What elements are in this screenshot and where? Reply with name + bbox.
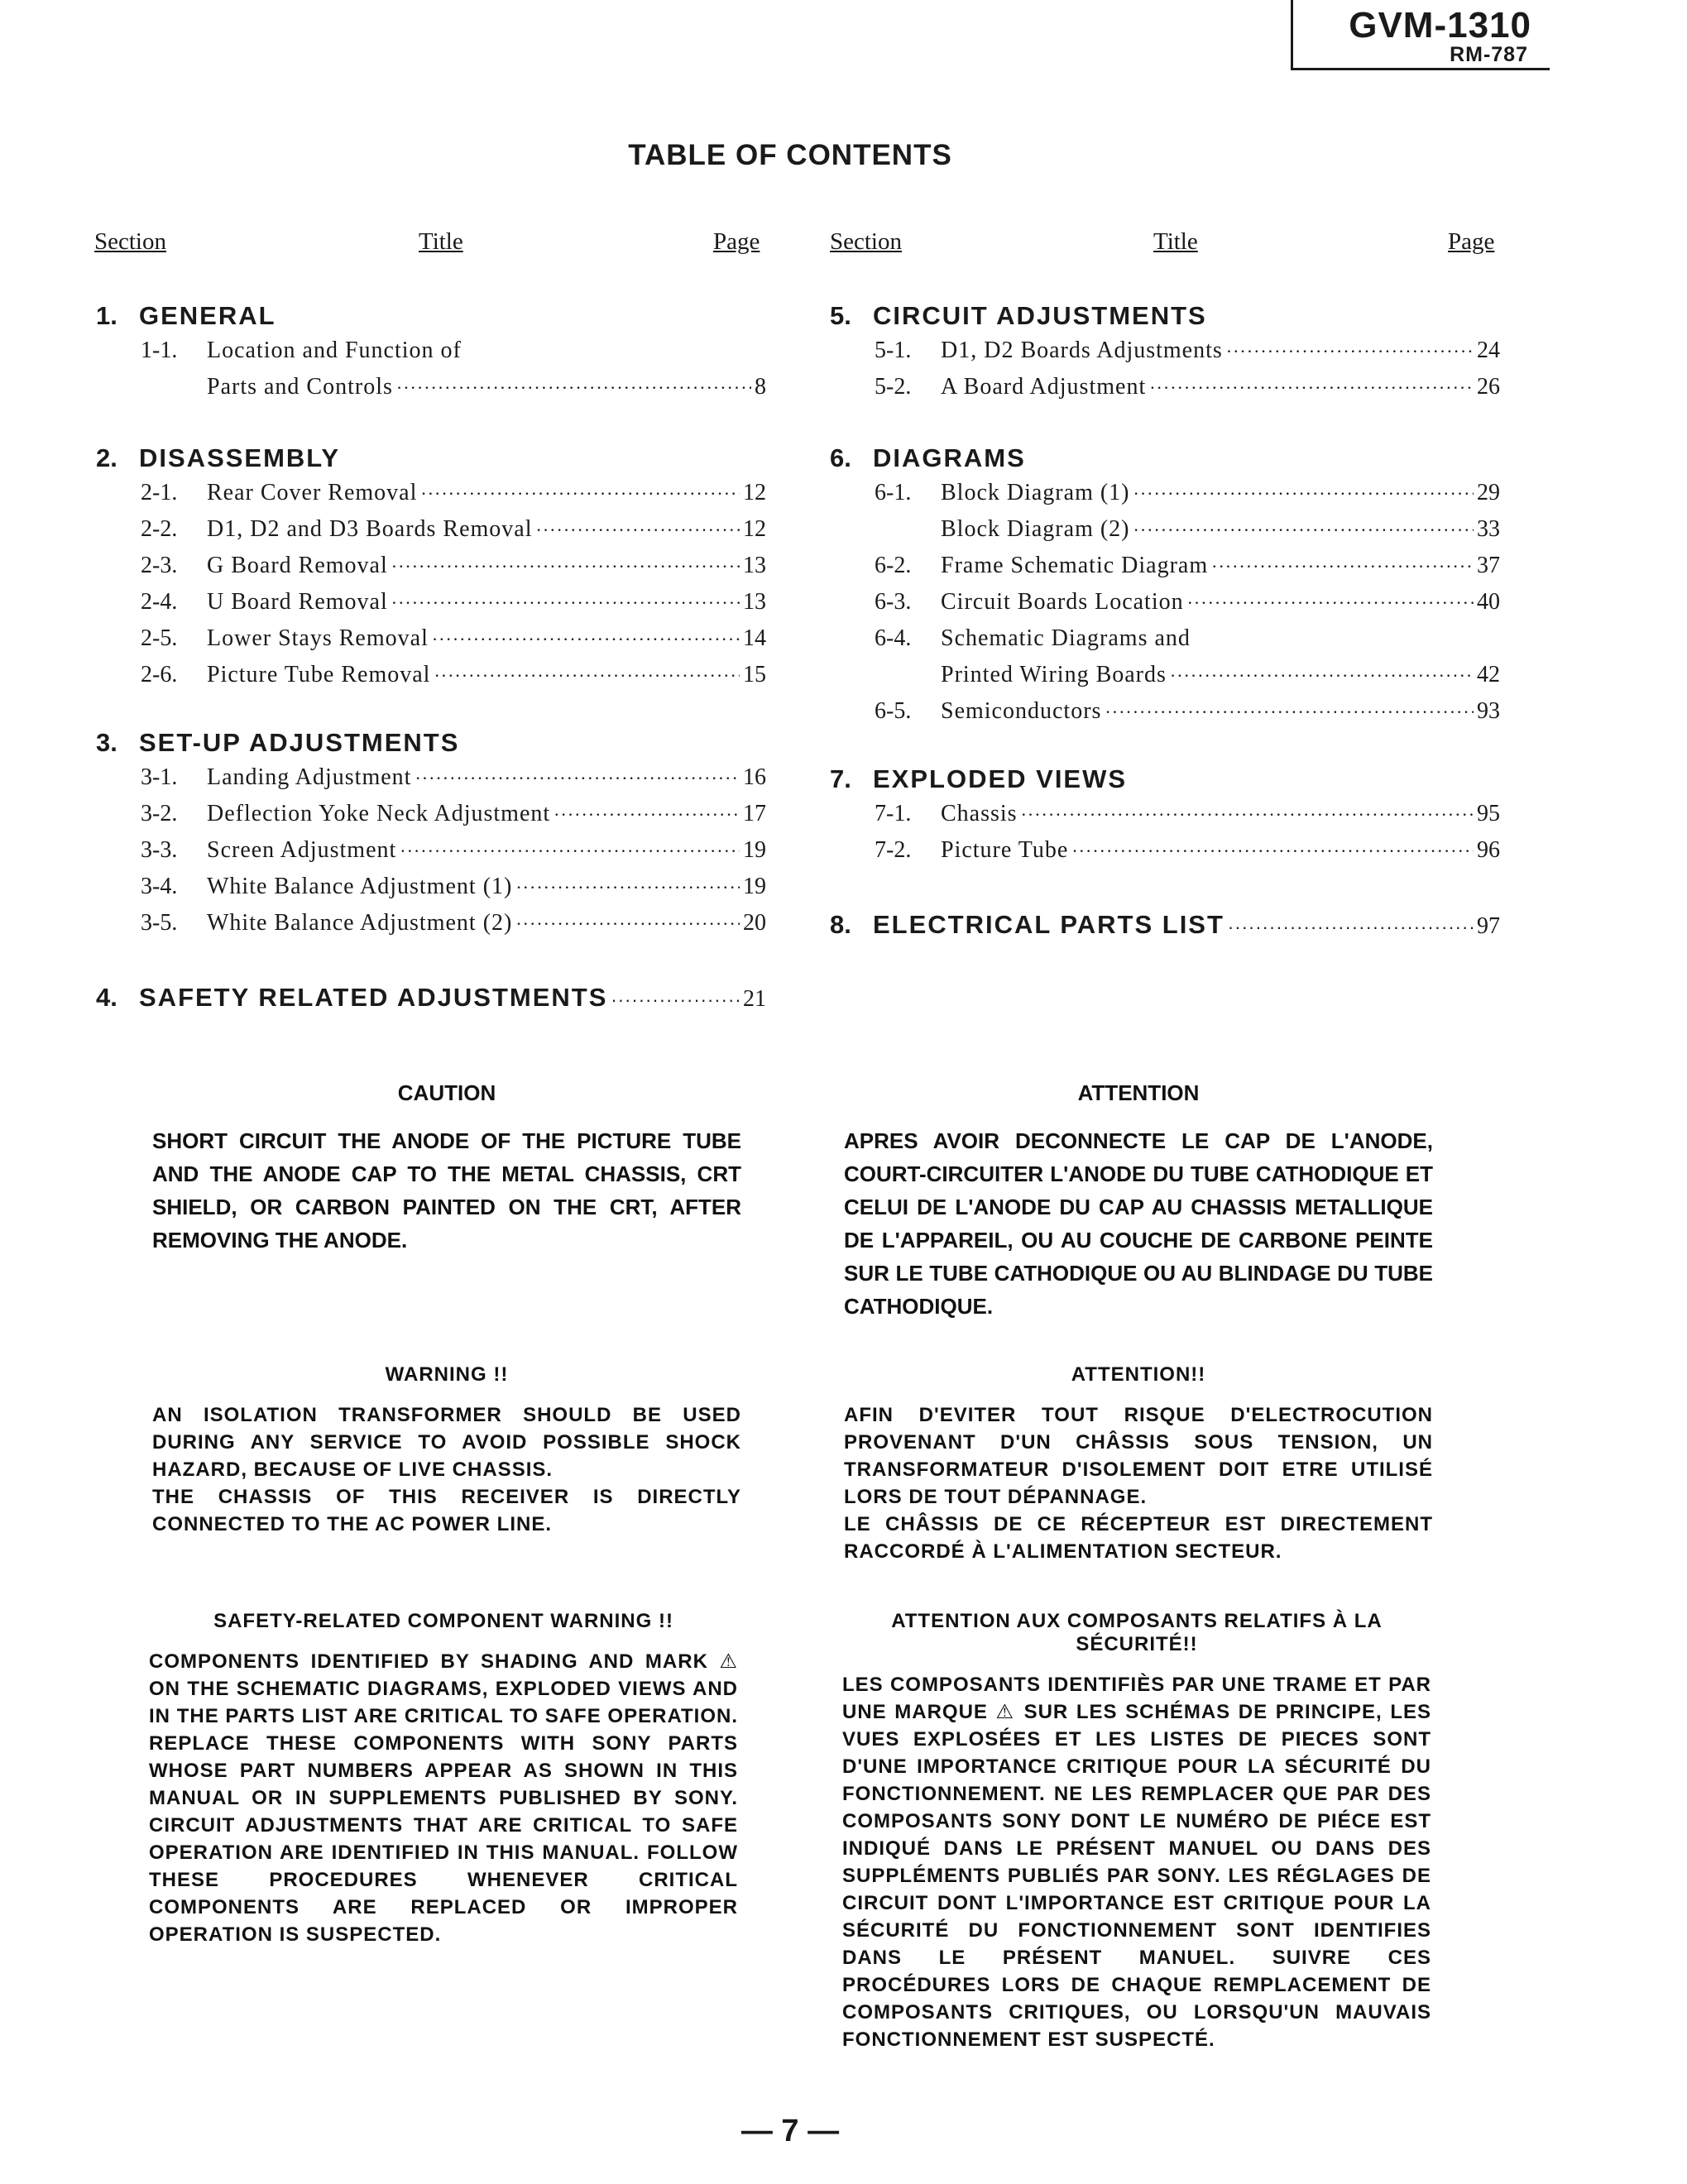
toc-section-heading[interactable] [96,443,766,480]
toc-section-heading[interactable] [830,301,1500,338]
entry-title: Block Diagram (2) [941,516,1130,542]
toc-entry[interactable] [875,698,1500,731]
safety-attention-body: LES COMPOSANTS IDENTIFIÈS PAR UNE TRAME ET PAR UNE MARQUE ⚠ SUR LES SCHÉMAS DE PRINCIPE, LES VUES EXPLOSÉES ET LES LISTES DE PIECES SONT D'UNE IMPORTANCE CRITIQUE POUR LA SÉCURITÉ DU FONCTIONNEMENT. NE LES REMPLACER QUE PAR DES COMPOSANTS SONY DONT LE NUMÉRO DE PIÉCE EST INDIQUÉ DANS LE PRÉSENT MANUEL OU DANS DES SUPPLÉMENTS PUBLIÉS PAR SONY. LES RÉGLAGES DE CIRCUIT DONT L'IMPORTANCE EST CRITIQUE POUR LA SÉCURITÉ DU FONCTIONNEMENT SONT IDENTIFIES DANS LE PRÉSENT MANUEL. SUIVRE CES PROCÉDURES LORS DE CHAQUE REMPLACEMENT DE COMPOSANTS CRITIQUES, OU LORSQU'UN MAUVAIS FONCTIONNEMENT EST SUSPECTÉ. [842,1674,1431,2051]
entry-title: A Board Adjustment [941,374,1147,400]
entry-page: 16 [743,764,766,790]
safety-warning-body: COMPONENTS IDENTIFIED BY SHADING AND MARK ⚠ ON THE SCHEMATIC DIAGRAMS, EXPLODED VIEWS AND IN THE PARTS LIST ARE CRITICAL TO SAFE OPERATION. REPLACE THESE COMPONENTS WITH SONY PARTS WHOSE PART NUMBERS APPEAR AS SHOWN IN THIS MANUAL OR IN SUPPLEMENTS PUBLISHED BY SONY. CIRCUIT ADJUSTMENTS THAT ARE CRITICAL TO SAFE OPERATION ARE IDENTIFIED IN THIS MANUAL. FOLLOW THESE PROCEDURES WHENEVER CRITICAL COMPONENTS ARE REPLACED OR IMPROPER OPERATION IS SUSPECTED. [149,1650,738,1946]
entry-title: Screen Adjustment [207,837,397,863]
toc-entry[interactable] [875,480,1500,513]
entry-title: G Board Removal [207,553,388,578]
section-number: 2. [96,443,117,472]
safety-attention-title: ATTENTION AUX COMPOSANTS RELATIFS À LA SÉCURITÉ!! [891,1610,1383,1655]
entry-number: 2-1. [141,480,178,505]
toc-entry[interactable] [141,662,766,695]
safety-attention-notice-fr [842,1610,1431,2053]
entry-number: 3-2. [141,801,178,826]
entry-page: 37 [1477,553,1500,578]
entry-page: 12 [743,480,766,505]
entry-title: Schematic Diagrams and [941,625,1191,651]
entry-page: 42 [1477,662,1500,687]
leader-dots [1149,377,1474,399]
section-title: CIRCUIT ADJUSTMENTS [873,301,1207,330]
section-title: ELECTRICAL PARTS LIST [873,910,1225,939]
entry-page: 95 [1477,801,1500,826]
entry-number: 3-5. [141,910,178,936]
left-col-page-header: Page [713,228,760,255]
entry-title: Block Diagram (1) [941,480,1130,505]
entry-page: 33 [1477,516,1500,542]
leader-dots [1133,520,1474,541]
section-title: EXPLODED VIEWS [873,764,1128,793]
toc-entry[interactable] [141,589,766,622]
entry-number: 6-5. [875,698,912,724]
entry-page: 20 [743,910,766,936]
entry-page: 40 [1477,589,1500,615]
toc-entry[interactable] [141,837,766,870]
entry-page: 12 [743,516,766,542]
right-col-section-header: Section [830,228,902,255]
toc-entry[interactable] [141,874,766,907]
entry-title: Landing Adjustment [207,764,412,790]
entry-number: 5-1. [875,338,912,363]
entry-page: 24 [1477,338,1500,363]
caution-body: SHORT CIRCUIT THE ANODE OF THE PICTURE TUBE AND THE ANODE CAP TO THE METAL CHASSIS, CRT SHIELD, OR CARBON PAINTED ON THE CRT, AFTER REMOVING THE ANODE. [152,1128,741,1252]
toc-entry[interactable] [141,480,766,513]
toc-section-heading[interactable] [96,983,766,1019]
section-title: SET-UP ADJUSTMENTS [139,728,460,757]
entry-number: 2-5. [141,625,178,651]
leader-dots [554,804,740,826]
toc-entry[interactable] [875,662,1500,695]
left-col-title-header: Title [419,228,463,255]
right-col-title-header: Title [1153,228,1198,255]
leader-dots [434,665,740,687]
leader-dots [391,592,740,614]
leader-dots [1170,665,1474,687]
entry-number: 2-3. [141,553,178,578]
entry-title: Picture Tube Removal [207,662,431,687]
toc-entry[interactable] [141,516,766,549]
toc-entry[interactable] [141,764,766,797]
entry-title: Frame Schematic Diagram [941,553,1209,578]
toc-entry[interactable] [141,625,766,659]
toc-entry[interactable] [875,837,1500,870]
entry-title: Deflection Yoke Neck Adjustment [207,801,551,826]
entry-page: 8 [755,374,766,400]
entry-page: 21 [743,986,766,1012]
entry-title: Circuit Boards Location [941,589,1184,615]
warning-notice [152,1363,741,1538]
leader-dots [1021,804,1474,826]
entry-page: 96 [1477,837,1500,863]
section-number: 4. [96,983,117,1012]
entry-number: 5-2. [875,374,912,400]
section-title: GENERAL [139,301,276,330]
entry-number: 6-3. [875,589,912,615]
toc-section-heading[interactable] [830,910,1500,946]
entry-title: White Balance Adjustment (2) [207,910,513,936]
attention2-title: ATTENTION!! [1071,1363,1206,1386]
warning-title: WARNING !! [385,1363,509,1386]
toc-entry[interactable] [875,589,1500,622]
entry-page: 13 [743,589,766,615]
leader-dots [400,841,740,862]
leader-dots [1187,592,1474,614]
entry-number: 2-2. [141,516,178,542]
toc-section-heading[interactable] [96,301,766,338]
model-number: GVM-1310 [1349,5,1531,46]
toc-entry[interactable] [875,625,1500,659]
section-number: 8. [830,910,851,939]
entry-title: Lower Stays Removal [207,625,429,651]
attention-notice-fr [844,1080,1433,1323]
leader-dots [432,629,740,650]
page-number: — 7 — [740,2114,840,2148]
entry-number: 6-4. [875,625,912,651]
leader-dots [391,556,740,577]
caution-title: CAUTION [397,1080,496,1105]
entry-page: 26 [1477,374,1500,400]
entry-number: 7-1. [875,801,912,826]
left-col-section-header: Section [94,228,166,255]
toc-section-heading[interactable] [830,764,1500,801]
leader-dots [1133,483,1474,505]
entry-page: 15 [743,662,766,687]
leader-dots [396,377,751,399]
entry-page: 29 [1477,480,1500,505]
entry-title: Printed Wiring Boards [941,662,1167,687]
section-number: 1. [96,301,117,330]
leader-dots [415,768,740,789]
entry-title: D1, D2 and D3 Boards Removal [207,516,533,542]
toc-entry[interactable] [141,374,766,407]
toc-section-heading[interactable] [830,443,1500,480]
entry-page: 19 [743,874,766,899]
entry-page: 97 [1477,913,1500,939]
leader-dots [1211,556,1474,577]
toc-entry[interactable] [141,553,766,586]
section-number: 6. [830,443,851,472]
toc-entry[interactable] [141,910,766,943]
toc-entry[interactable] [875,516,1500,549]
entry-page: 17 [743,801,766,826]
toc-entry[interactable] [875,801,1500,834]
leader-dots [515,913,740,935]
submodel-number: RM-787 [1450,43,1528,66]
leader-dots [1105,702,1474,723]
section-number: 7. [830,764,851,793]
leader-dots [1226,341,1474,362]
leader-dots [1071,841,1474,862]
right-col-page-header: Page [1448,228,1495,255]
entry-number: 6-2. [875,553,912,578]
entry-title: White Balance Adjustment (1) [207,874,513,899]
section-title: DIAGRAMS [873,443,1026,472]
entry-number: 2-6. [141,662,178,687]
entry-number: 7-2. [875,837,912,863]
leader-dots [536,520,740,541]
model-header [1291,0,1550,70]
attention-title: ATTENTION [1077,1080,1200,1105]
entry-number: 2-4. [141,589,178,615]
attention2-body: AFIN D'EVITER TOUT RISQUE D'ELECTROCUTION PROVENANT D'UN CHÂSSIS SOUS TENSION, UN TRANSFORMATEUR D'ISOLEMENT DOIT ETRE UTILISÉ LORS DE TOUT DÉPANNAGE. LE CHÂSSIS DE CE RÉCEPTEUR EST DIRECTEMENT RACCORDÉ À L'ALIMENTATION SECTEUR. [844,1404,1433,1563]
entry-title: Location and Function of [207,338,462,363]
section-title: SAFETY RELATED ADJUSTMENTS [139,983,608,1012]
entry-title: Semiconductors [941,698,1102,724]
toc-entry[interactable] [875,553,1500,586]
attention-body: APRES AVOIR DECONNECTE LE CAP DE L'ANODE, COURT-CIRCUITER L'ANODE DU TUBE CATHODIQUE ET CELUI DE L'ANODE DU CAP AU CHASSIS METALLIQUE DE L'APPAREIL, OU AU COUCHE DE CARBONE PEINTE SUR LE TUBE CATHODIQUE OU AU BLINDAGE DU TUBE CATHODIQUE. [844,1128,1433,1319]
toc-entry[interactable] [141,801,766,834]
safety-warning-title: SAFETY-RELATED COMPONENT WARNING !! [213,1610,673,1632]
entry-number: 6-1. [875,480,912,505]
toc-section-heading[interactable] [96,728,766,764]
entry-number: 3-1. [141,764,178,790]
leader-dots [515,877,740,898]
caution-notice [152,1080,741,1257]
leader-dots [1228,917,1474,938]
warning-body: AN ISOLATION TRANSFORMER SHOULD BE USED DURING ANY SERVICE TO AVOID POSSIBLE SHOCK HAZARD, BECAUSE OF LIVE CHASSIS. THE CHASSIS OF THIS RECEIVER IS DIRECTLY CONNECTED TO THE AC POWER LINE. [152,1404,741,1535]
leader-dots [611,989,740,1011]
entry-title: Rear Cover Removal [207,480,418,505]
entry-title: Parts and Controls [207,374,393,400]
entry-page: 93 [1477,698,1500,724]
page-title: TABLE OF CONTENTS [628,139,952,171]
entry-page: 13 [743,553,766,578]
entry-page: 14 [743,625,766,651]
entry-number: 3-3. [141,837,178,863]
section-number: 3. [96,728,117,757]
leader-dots [420,483,740,505]
entry-title: Chassis [941,801,1018,826]
toc-entry[interactable] [875,338,1500,371]
entry-title: Picture Tube [941,837,1069,863]
toc-entry[interactable] [141,338,766,371]
safety-warning-notice [149,1610,738,1948]
entry-page: 19 [743,837,766,863]
section-title: DISASSEMBLY [139,443,341,472]
entry-number: 1-1. [141,338,178,363]
attention2-notice-fr [844,1363,1433,1565]
toc-entry[interactable] [875,374,1500,407]
entry-title: U Board Removal [207,589,388,615]
entry-title: D1, D2 Boards Adjustments [941,338,1223,363]
entry-number: 3-4. [141,874,178,899]
section-number: 5. [830,301,851,330]
